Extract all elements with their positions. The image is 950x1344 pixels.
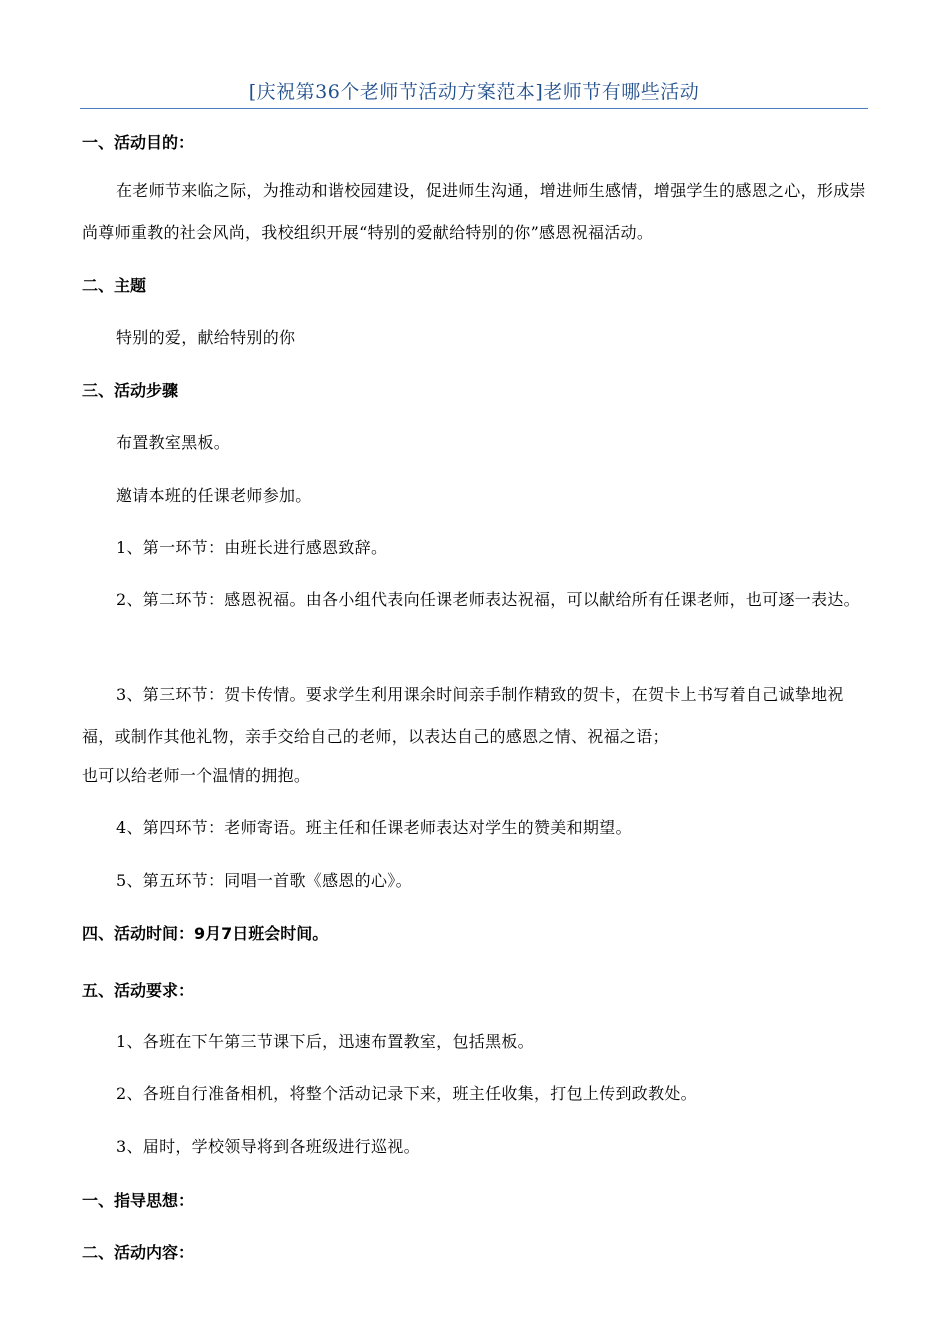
- step-item: 布置教室黑板。: [116, 433, 231, 452]
- step-item: 邀请本班的任课老师参加。: [116, 486, 312, 505]
- step-item: 也可以给老师一个温情的拥抱。: [82, 766, 311, 785]
- heading-theme: 二、主题: [82, 276, 147, 295]
- title-underline: [80, 108, 868, 109]
- requirement-item: 3、届时，学校领导将到各班级进行巡视。: [116, 1137, 420, 1156]
- requirement-item: 2、各班自行准备相机，将整个活动记录下来，班主任收集，打包上传到政教处。: [116, 1084, 697, 1103]
- document-title: [庆祝第36个老师节活动方案范本]老师节有哪些活动: [248, 81, 700, 103]
- heading-guiding: 一、指导思想：: [82, 1191, 195, 1210]
- step-item: 3、第三环节：贺卡传情。要求学生利用课余时间亲手制作精致的贺卡，在贺卡上书写着自己诚挚地祝福，或制作其他礼物，亲手交给自己的老师，以表达自己的感恩之情、祝福之语；: [82, 685, 844, 746]
- step-item: 2、第二环节：感恩祝福。由各小组代表向任课老师表达祝福，可以献给所有任课老师，也可逐一表达。: [116, 590, 860, 609]
- requirement-item: 1、各班在下午第三节课下后，迅速布置教室，包括黑板。: [116, 1032, 534, 1051]
- heading-steps: 三、活动步骤: [82, 381, 179, 400]
- paragraph-theme: 特别的爱，献给特别的你: [116, 328, 296, 347]
- step-item: 1、第一环节：由班长进行感恩致辞。: [116, 538, 388, 557]
- step-item: 5、第五环节：同唱一首歌《感恩的心》。: [116, 871, 412, 890]
- heading-purpose: 一、活动目的：: [82, 133, 195, 152]
- step-item: 4、第四环节：老师寄语。班主任和任课老师表达对学生的赞美和期望。: [116, 818, 632, 837]
- paragraph-purpose: 在老师节来临之际，为推动和谐校园建设，促进师生沟通，增进师生感情，增强学生的感恩之心，形成崇尚尊师重教的社会风尚，我校组织开展“特别的爱献给特别的你”感恩祝福活动。: [82, 181, 866, 242]
- heading-time: 四、活动时间：9月7日班会时间。: [82, 924, 329, 943]
- heading-content: 二、活动内容：: [82, 1243, 195, 1262]
- heading-requirements: 五、活动要求：: [82, 981, 195, 1000]
